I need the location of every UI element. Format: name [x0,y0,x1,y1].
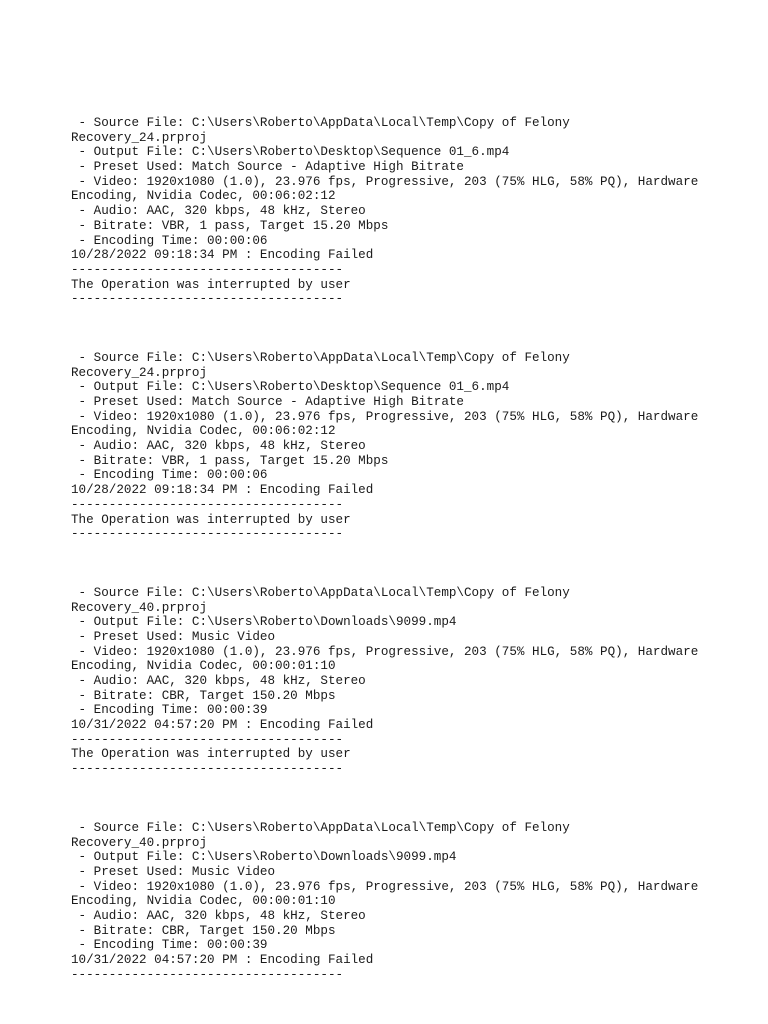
separator-line: ------------------------------------ [71,292,344,307]
audio-line: - Audio: AAC, 320 kbps, 48 kHz, Stereo [71,439,366,454]
video-line: - Video: 1920x1080 (1.0), 23.976 fps, Progressive, 203 (75% HLG, 58% PQ), Hardware [71,879,699,894]
output-file-line: - Output File: C:\Users\Roberto\Downloads\9099.mp4 [71,850,457,865]
log-entry [71,116,751,307]
encoding-time-line: - Encoding Time: 00:00:39 [71,938,268,953]
audio-line: - Audio: AAC, 320 kbps, 48 kHz, Stereo [71,674,366,688]
status-line: 10/31/2022 04:57:20 PM : Encoding Failed [71,718,374,733]
separator-line: ------------------------------------ [71,762,344,777]
video-line-continued: Encoding, Nvidia Codec, 00:06:02:12 [71,189,336,204]
output-file-line: - Output File: C:\Users\Roberto\Downloads\9099.mp4 [71,615,457,630]
separator-line: ------------------------------------ [71,497,344,512]
audio-line: - Audio: AAC, 320 kbps, 48 kHz, Stereo [71,908,366,923]
log-entry [71,351,751,542]
log-entry [71,586,751,777]
video-line: - Video: 1920x1080 (1.0), 23.976 fps, Progressive, 203 (75% HLG, 58% PQ), Hardware [71,409,699,424]
separator-line: ------------------------------------ [71,967,344,982]
preset-line: - Preset Used: Match Source - Adaptive High Bitrate [71,395,464,409]
source-file-line: - Source File: C:\Users\Roberto\AppData\Local\Temp\Copy of Felony [71,820,570,835]
video-line-continued: Encoding, Nvidia Codec, 00:06:02:12 [71,424,336,439]
message-line: The Operation was interrupted by user [71,277,351,292]
message-line: The Operation was interrupted by user [71,512,351,527]
output-file-line: - Output File: C:\Users\Roberto\Desktop\Sequence 01_6.mp4 [71,380,510,395]
status-line: 10/28/2022 09:18:34 PM : Encoding Failed [71,248,374,263]
separator-line: ------------------------------------ [71,527,344,542]
bitrate-line: - Bitrate: CBR, Target 150.20 Mbps [71,688,336,703]
bitrate-line: - Bitrate: CBR, Target 150.20 Mbps [71,923,336,938]
source-file-line: - Source File: C:\Users\Roberto\AppData\Local\Temp\Copy of Felony [71,116,570,130]
source-file-line-continued: Recovery_40.prproj [71,835,208,850]
video-line: - Video: 1920x1080 (1.0), 23.976 fps, Progressive, 203 (75% HLG, 58% PQ), Hardware [71,174,699,189]
status-line: 10/28/2022 09:18:34 PM : Encoding Failed [71,483,374,498]
preset-line: - Preset Used: Music Video [71,864,276,879]
document-page [71,116,751,982]
source-file-line-continued: Recovery_40.prproj [71,600,208,615]
log-entry [71,821,751,983]
source-file-line-continued: Recovery_24.prproj [71,365,208,380]
separator-line: ------------------------------------ [71,262,344,277]
status-line: 10/31/2022 04:57:20 PM : Encoding Failed [71,953,374,967]
source-file-line: - Source File: C:\Users\Roberto\AppData\Local\Temp\Copy of Felony [71,585,570,600]
encoding-time-line: - Encoding Time: 00:00:06 [71,233,268,248]
output-file-line: - Output File: C:\Users\Roberto\Desktop\Sequence 01_6.mp4 [71,145,510,160]
preset-line: - Preset Used: Match Source - Adaptive High Bitrate [71,160,464,175]
video-line: - Video: 1920x1080 (1.0), 23.976 fps, Progressive, 203 (75% HLG, 58% PQ), Hardware [71,644,699,659]
separator-line: ------------------------------------ [71,732,344,747]
encoding-time-line: - Encoding Time: 00:00:06 [71,468,268,483]
video-line-continued: Encoding, Nvidia Codec, 00:00:01:10 [71,894,336,909]
bitrate-line: - Bitrate: VBR, 1 pass, Target 15.20 Mbps [71,218,389,233]
bitrate-line: - Bitrate: VBR, 1 pass, Target 15.20 Mbps [71,453,389,468]
video-line-continued: Encoding, Nvidia Codec, 00:00:01:10 [71,659,336,674]
message-line: The Operation was interrupted by user [71,747,351,762]
audio-line: - Audio: AAC, 320 kbps, 48 kHz, Stereo [71,204,366,219]
encoding-time-line: - Encoding Time: 00:00:39 [71,703,268,718]
source-file-line-continued: Recovery_24.prproj [71,130,208,145]
source-file-line: - Source File: C:\Users\Roberto\AppData\Local\Temp\Copy of Felony [71,350,570,365]
preset-line: - Preset Used: Music Video [71,629,276,644]
